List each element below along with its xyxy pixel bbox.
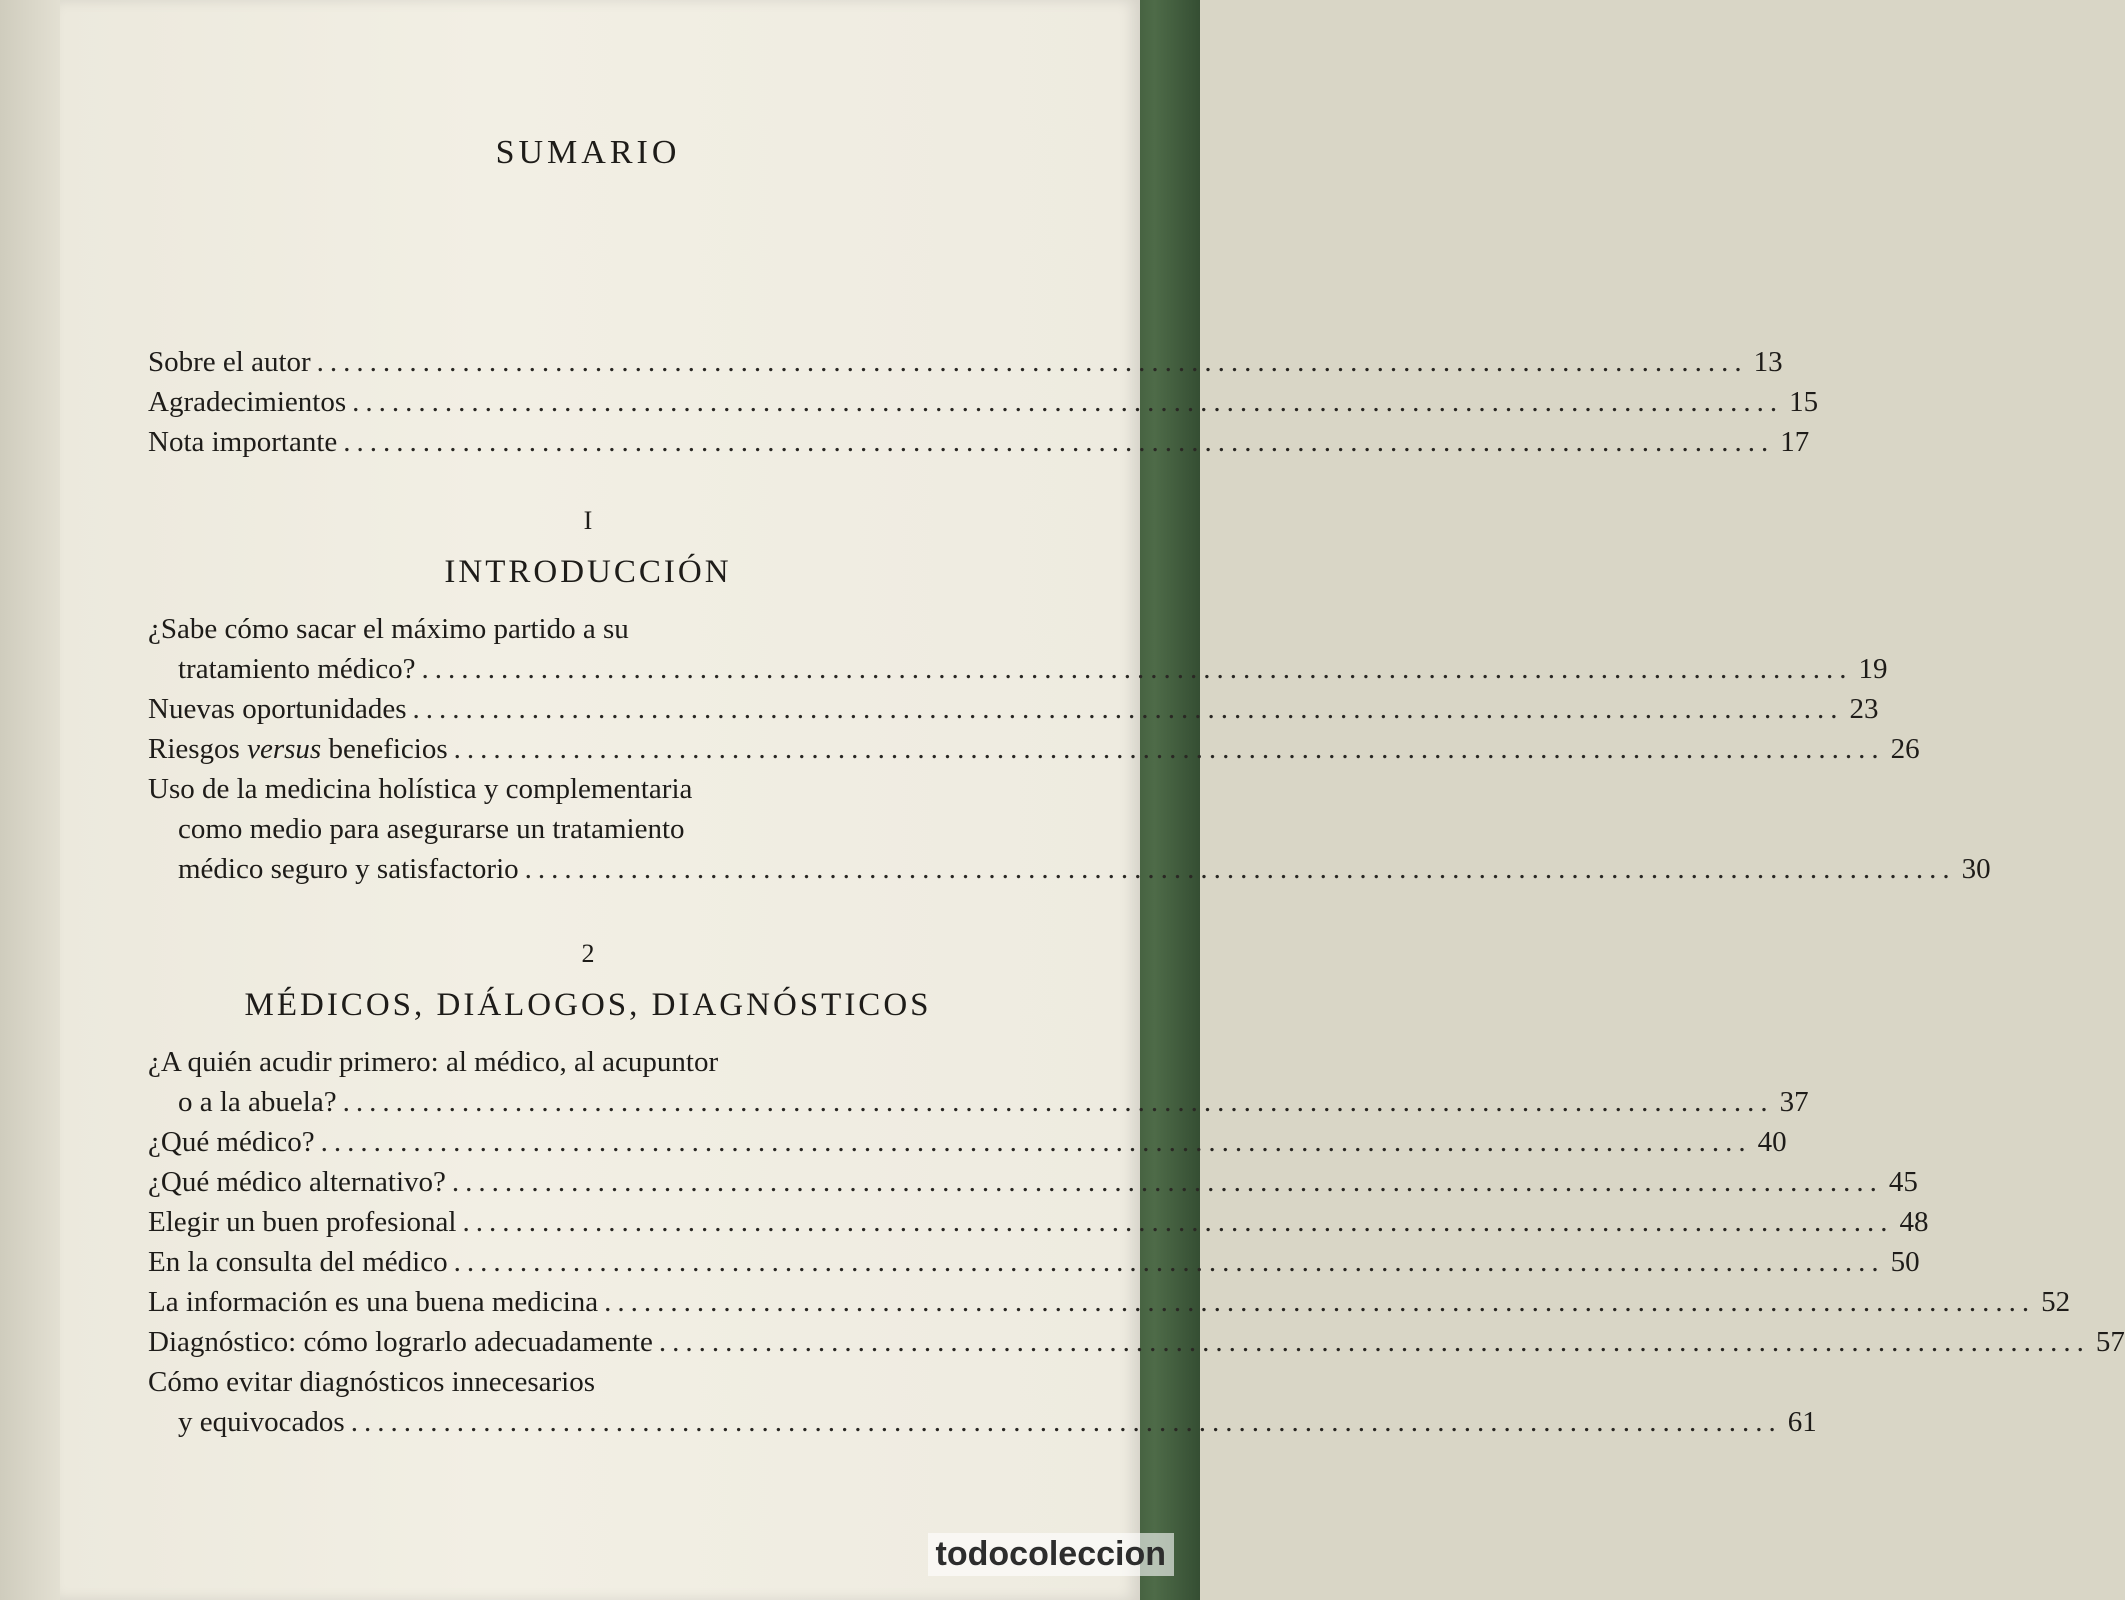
toc-entry xyxy=(148,422,1810,462)
entry-title-part: beneficios xyxy=(321,733,448,765)
leader-dots: ............................................................................................................ xyxy=(451,1166,1883,1198)
entry-title: y equivocados xyxy=(178,1406,345,1438)
book-page xyxy=(60,0,2125,1600)
toc-entry xyxy=(148,382,1819,422)
entry-title: Elegir un buen profesional xyxy=(148,1206,457,1238)
leader-dots: ............................................................................................................ xyxy=(524,853,1956,885)
toc-entry xyxy=(148,342,1783,382)
entry-page: 48 xyxy=(1899,1206,1929,1238)
toc-entry xyxy=(148,1122,1787,1162)
entry-title-part: Riesgos xyxy=(148,733,248,765)
toc-entry xyxy=(148,1242,1920,1282)
toc-entry xyxy=(148,1362,1817,1442)
watermark-logo: todocoleccion xyxy=(928,1533,1174,1576)
entry-title: En la consulta del médico xyxy=(148,1246,448,1278)
entry-title-line: Cómo evitar diagnósticos innecesarios xyxy=(148,1366,595,1398)
chapter-number: 2 xyxy=(581,939,595,968)
entry-title: Sobre el autor xyxy=(148,346,311,378)
entry-page: 52 xyxy=(2041,1286,2071,1318)
toc-entry xyxy=(148,1202,1929,1242)
leader-dots: ............................................................................................................ xyxy=(352,386,1784,418)
leader-dots: ............................................................................................................ xyxy=(604,1286,2036,1318)
entry-page: 40 xyxy=(1757,1126,1787,1158)
entry-page: 19 xyxy=(1858,653,1888,685)
chapter-title: MÉDICOS, DIÁLOGOS, DIAGNÓSTICOS xyxy=(244,987,932,1023)
entry-title: Agradecimientos xyxy=(148,386,347,418)
entry-page: 37 xyxy=(1779,1086,1809,1118)
toc-entry xyxy=(148,1162,1918,1202)
chapter-section xyxy=(148,506,1991,889)
entry-title: ¿Qué médico alternativo? xyxy=(148,1166,446,1198)
leader-dots: ............................................................................................................ xyxy=(453,1246,1885,1278)
entry-title-italic: versus xyxy=(247,733,322,765)
entry-page: 50 xyxy=(1890,1246,1920,1278)
entry-page: 57 xyxy=(2095,1326,2125,1358)
entry-title-line: ¿Sabe cómo sacar el máximo partido a su xyxy=(148,613,629,645)
entry-title xyxy=(148,729,448,769)
entry-page: 26 xyxy=(1890,733,1920,765)
toc-entry xyxy=(148,609,1888,689)
entry-title: Nuevas oportunidades xyxy=(148,693,407,725)
chapter-title: INTRODUCCIÓN xyxy=(444,554,732,590)
entry-page: 45 xyxy=(1888,1166,1918,1198)
chapter-section xyxy=(148,939,2125,1442)
leader-dots: ............................................................................................................ xyxy=(421,653,1853,685)
leader-dots: ............................................................................................................ xyxy=(350,1406,1782,1438)
table-of-contents xyxy=(148,120,2125,1442)
entry-page: 13 xyxy=(1753,346,1783,378)
toc-entry xyxy=(148,1042,1809,1122)
toc-entry xyxy=(148,1322,2125,1362)
entry-page: 15 xyxy=(1789,386,1819,418)
toc-entry xyxy=(148,689,1879,729)
entry-page: 17 xyxy=(1780,426,1810,458)
entry-page: 61 xyxy=(1787,1406,1817,1438)
leader-dots: ............................................................................................................ xyxy=(320,1126,1752,1158)
entry-title: Diagnóstico: cómo lograrlo adecuadamente xyxy=(148,1326,653,1358)
leader-dots: ............................................................................................................ xyxy=(658,1326,2090,1358)
toc-entry xyxy=(148,1282,2071,1322)
toc-entry xyxy=(148,769,1991,889)
entry-title-line: ¿A quién acudir primero: al médico, al acupuntor xyxy=(148,1046,719,1078)
entry-title-line: Uso de la medicina holística y complementaria xyxy=(148,773,693,805)
leader-dots: ............................................................................................................ xyxy=(342,1086,1774,1118)
entry-page: 23 xyxy=(1849,693,1879,725)
toc-entry xyxy=(148,729,1920,769)
entry-title: médico seguro y satisfactorio xyxy=(178,853,519,885)
page-title: SUMARIO xyxy=(495,134,681,171)
front-matter-list xyxy=(148,342,1819,462)
entry-title: tratamiento médico? xyxy=(178,653,416,685)
leader-dots: ............................................................................................................ xyxy=(453,733,1885,765)
leader-dots: ............................................................................................................ xyxy=(316,346,1748,378)
entry-title: Nota importante xyxy=(148,426,338,458)
entry-title: ¿Qué médico? xyxy=(148,1126,315,1158)
entry-title-line: como medio para asegurarse un tratamiento xyxy=(178,813,685,845)
leader-dots: ............................................................................................................ xyxy=(343,426,1775,458)
leader-dots: ............................................................................................................ xyxy=(462,1206,1894,1238)
chapter-number: I xyxy=(583,506,593,535)
leader-dots: ............................................................................................................ xyxy=(412,693,1844,725)
entry-page: 30 xyxy=(1961,853,1991,885)
entry-title: o a la abuela? xyxy=(178,1086,337,1118)
entry-title: La información es una buena medicina xyxy=(148,1286,599,1318)
